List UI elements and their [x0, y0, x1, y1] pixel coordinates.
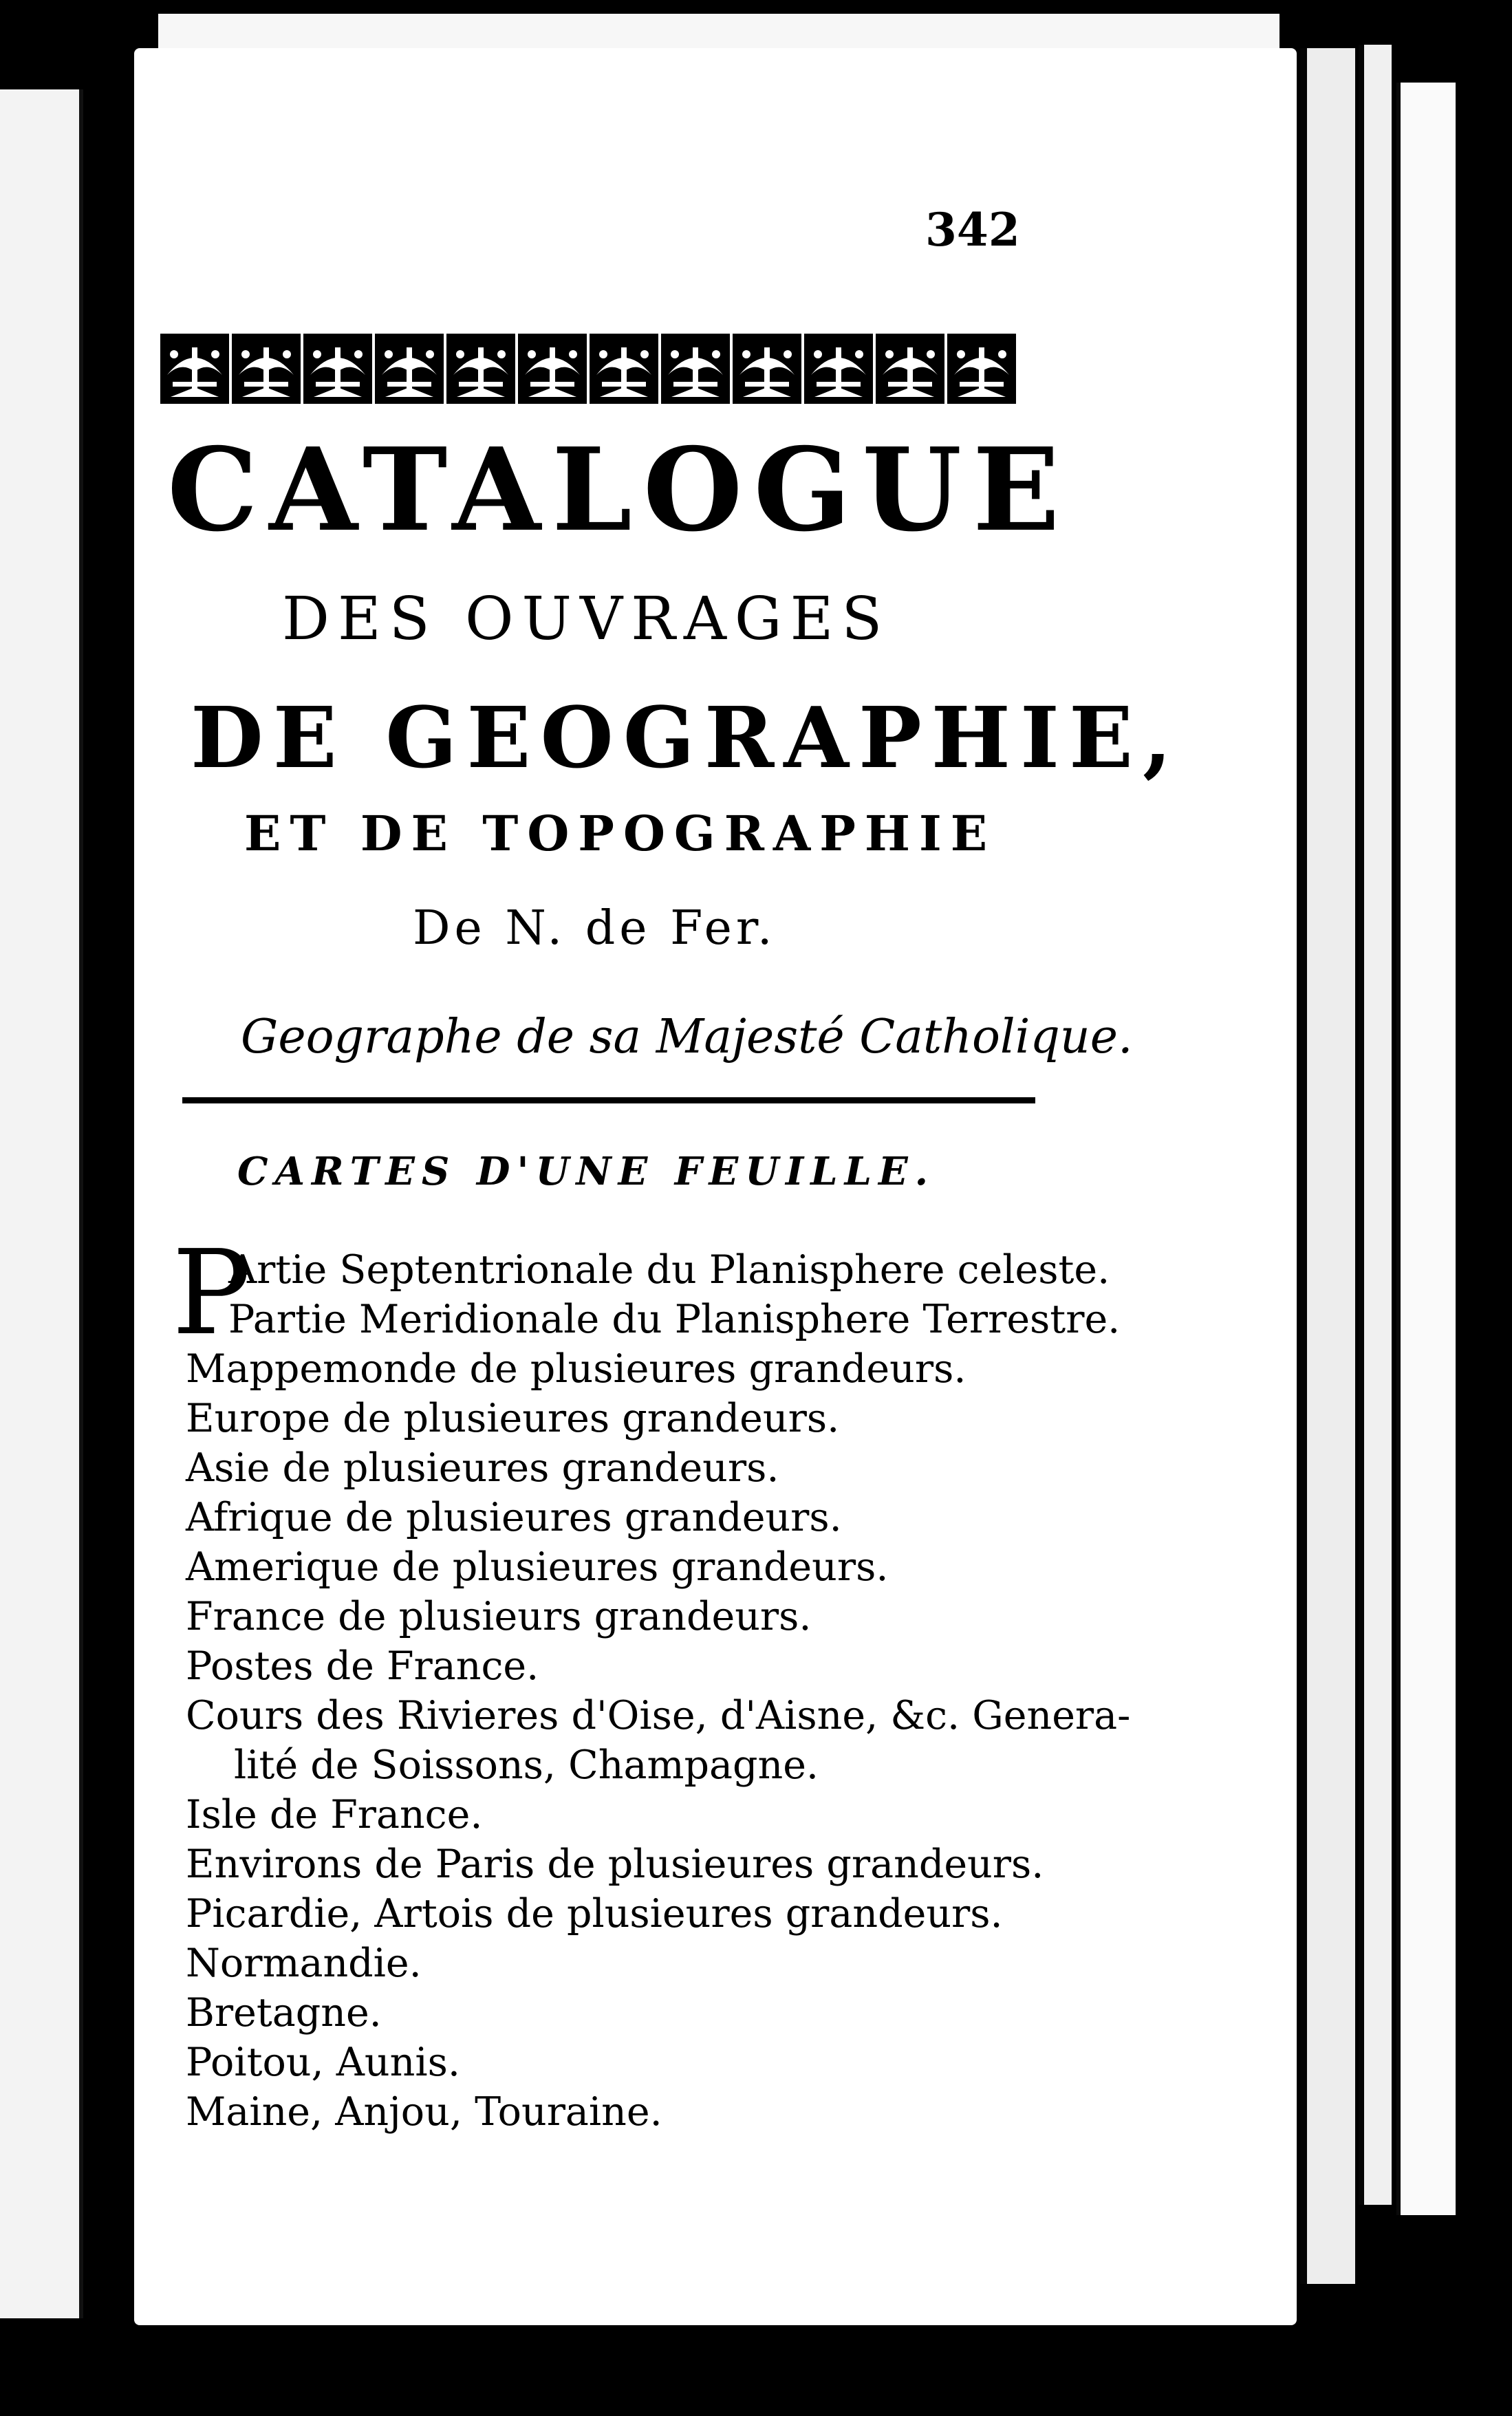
- list-item: [186, 1641, 1149, 1691]
- page-edge: [1359, 45, 1392, 2205]
- ornament-band: [160, 334, 1020, 404]
- author-name: De N. de Fer.: [413, 901, 777, 956]
- title-line-geographie: DE GEOGRAPHIE,: [191, 688, 1182, 787]
- entry-continuation: lité de Soissons, Champagne.: [234, 1743, 819, 1788]
- section-heading: CARTES D'UNE FEUILLE.: [237, 1149, 936, 1194]
- entry-text: France de plusieurs grandeurs.: [186, 1594, 812, 1639]
- drop-cap: P: [172, 1225, 251, 1361]
- list-item: [186, 1542, 1149, 1592]
- left-page-margin: [0, 89, 83, 2318]
- entry-text: Asie de plusieures grandeurs.: [186, 1445, 779, 1491]
- entry-text: Poitou, Aunis.: [186, 2040, 460, 2085]
- list-item: [186, 1592, 1149, 1641]
- entry-text: Isle de France.: [186, 1792, 483, 1837]
- list-item: [186, 2087, 1149, 2137]
- horizontal-rule: [182, 1097, 1035, 1103]
- list-item: [186, 1245, 1149, 1295]
- entry-text: Mappemonde de plusieures grandeurs.: [186, 1346, 966, 1392]
- list-item: [186, 1691, 1149, 1790]
- page-number: 342: [925, 203, 1020, 257]
- entry-text: Partie Meridionale du Planisphere Terrestre.: [228, 1297, 1121, 1342]
- entry-text: Environs de Paris de plusieures grandeurs.: [186, 1842, 1044, 1887]
- catalogue-entries: [186, 1245, 1149, 2137]
- title-line-topographie: ET DE TOPOGRAPHIE: [244, 805, 997, 862]
- page-edge: [1300, 48, 1355, 2284]
- list-item: [186, 1295, 1149, 1344]
- page-edge: [1396, 83, 1456, 2215]
- entry-text: Cours des Rivieres d'Oise, d'Aisne, &c. Genera-: [186, 1693, 1131, 1738]
- entry-text: Amerique de plusieures grandeurs.: [186, 1544, 889, 1590]
- author-title: Geographe de sa Majesté Catholique.: [241, 1010, 1133, 1064]
- title-line-des-ouvrages: DES OUVRAGES: [282, 585, 891, 654]
- list-item: [186, 1889, 1149, 1939]
- list-item: [186, 1988, 1149, 2038]
- list-item: [186, 1394, 1149, 1443]
- list-item: [186, 1939, 1149, 1988]
- list-item: [186, 2038, 1149, 2087]
- list-item: [186, 1840, 1149, 1889]
- entry-text: Afrique de plusieures grandeurs.: [186, 1495, 842, 1540]
- list-item: [186, 1443, 1149, 1493]
- list-item: [186, 1493, 1149, 1542]
- title-line-catalogue: CATALOGUE: [167, 423, 1071, 557]
- entry-text: Picardie, Artois de plusieures grandeurs.: [186, 1891, 1003, 1937]
- entry-text: Postes de France.: [186, 1643, 539, 1689]
- entry-text: Europe de plusieures grandeurs.: [186, 1396, 840, 1441]
- entry-text: Artie Septentrionale du Planisphere celeste.: [228, 1247, 1110, 1293]
- list-item: [186, 1790, 1149, 1840]
- entry-text: Normandie.: [186, 1941, 422, 1986]
- entry-text: Maine, Anjou, Touraine.: [186, 2089, 662, 2135]
- entry-text: Bretagne.: [186, 1990, 382, 2036]
- book-page: [134, 48, 1297, 2325]
- list-item: [186, 1344, 1149, 1394]
